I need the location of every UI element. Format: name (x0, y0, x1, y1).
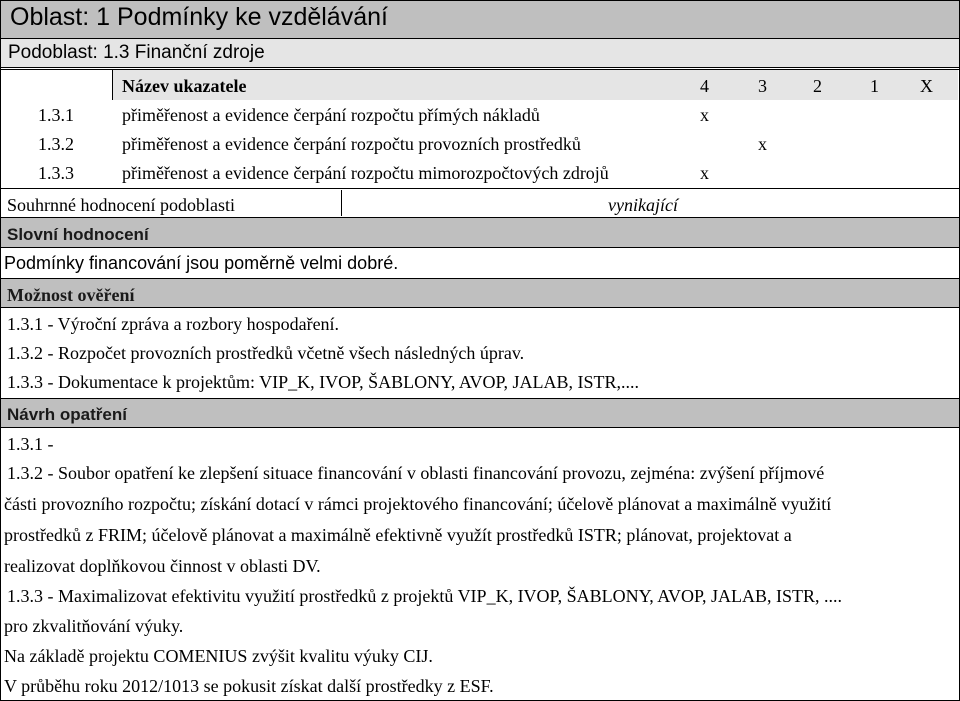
subarea-title: Podoblast: 1.3 Finanční zdroje (8, 42, 265, 63)
area-title: Oblast: 1 Podmínky ke vzdělávání (10, 3, 388, 31)
table-row-code: 1.3.3 (38, 163, 74, 183)
verification-heading: Možnost ověření (7, 285, 135, 305)
table-row-code: 1.3.2 (38, 134, 74, 154)
proposal-item-1: 1.3.1 - (7, 434, 54, 454)
proposal-item-2-line: 1.3.2 - Soubor opatření ke zlepšení situace financování v oblasti financování provozu, zejména: zvýšení příjmové (7, 463, 825, 483)
table-header-col-2: 2 (813, 76, 822, 96)
table-header-col-1: 1 (870, 76, 879, 96)
table-row-mark: x (700, 105, 709, 125)
verbal-heading: Slovní hodnocení (7, 225, 149, 244)
verification-item: 1.3.3 - Dokumentace k projektům: VIP_K, IVOP, ŠABLONY, AVOP, JALAB, ISTR,.... (7, 372, 640, 392)
proposal-line-esf: V průběhu roku 2012/1013 se pokusit získat další prostředky z ESF. (4, 676, 494, 696)
table-header-col-4: 4 (700, 76, 709, 96)
proposal-item-2-line: prostředků z FRIM; účelově plánovat a maximálně efektivně využít prostředků ISTR; plánovat, projektovat a (4, 525, 792, 545)
proposal-heading-bar (0, 398, 960, 428)
table-row-name: přiměřenost a evidence čerpání rozpočtu přímých nákladů (122, 105, 540, 125)
proposal-item-2-line: realizovat doplňkovou činnost v oblasti DV. (4, 556, 321, 576)
table-header-name: Název ukazatele (122, 76, 247, 96)
table-header-col-3: 3 (758, 76, 767, 96)
proposal-item-2-line: části provozního rozpočtu; získání dotací v rámci projektového financování; účelově plánovat a maximálně využití (4, 494, 832, 514)
table-row-name: přiměřenost a evidence čerpání rozpočtu mimorozpočtových zdrojů (122, 163, 609, 183)
proposal-item-3-line: pro zkvalitňování výuky. (4, 616, 184, 636)
table-row-name: přiměřenost a evidence čerpání rozpočtu provozních prostředků (122, 134, 581, 154)
proposal-line-comenius: Na základě projektu COMENIUS zvýšit kvalitu výuky CIJ. (4, 646, 433, 666)
summary-label: Souhrnné hodnocení podoblasti (7, 195, 235, 215)
summary-value: vynikající (608, 195, 678, 215)
table-row-code: 1.3.1 (38, 105, 74, 125)
verbal-text: Podmínky financování jsou poměrně velmi dobré. (4, 253, 399, 273)
table-header-col-x: X (920, 76, 933, 96)
verification-heading-bar (0, 278, 960, 308)
proposal-item-3-line: 1.3.3 - Maximalizovat efektivitu využití prostředků z projektů VIP_K, IVOP, ŠABLONY, AVOP, JALAB, ISTR, .... (7, 586, 842, 606)
proposal-heading: Návrh opatření (7, 405, 127, 424)
verification-item: 1.3.1 - Výroční zpráva a rozbory hospodaření. (7, 314, 340, 334)
verification-item: 1.3.2 - Rozpočet provozních prostředků včetně všech následných úprav. (7, 343, 525, 363)
table-row-mark: x (700, 163, 709, 183)
table-row-mark: x (758, 134, 767, 154)
